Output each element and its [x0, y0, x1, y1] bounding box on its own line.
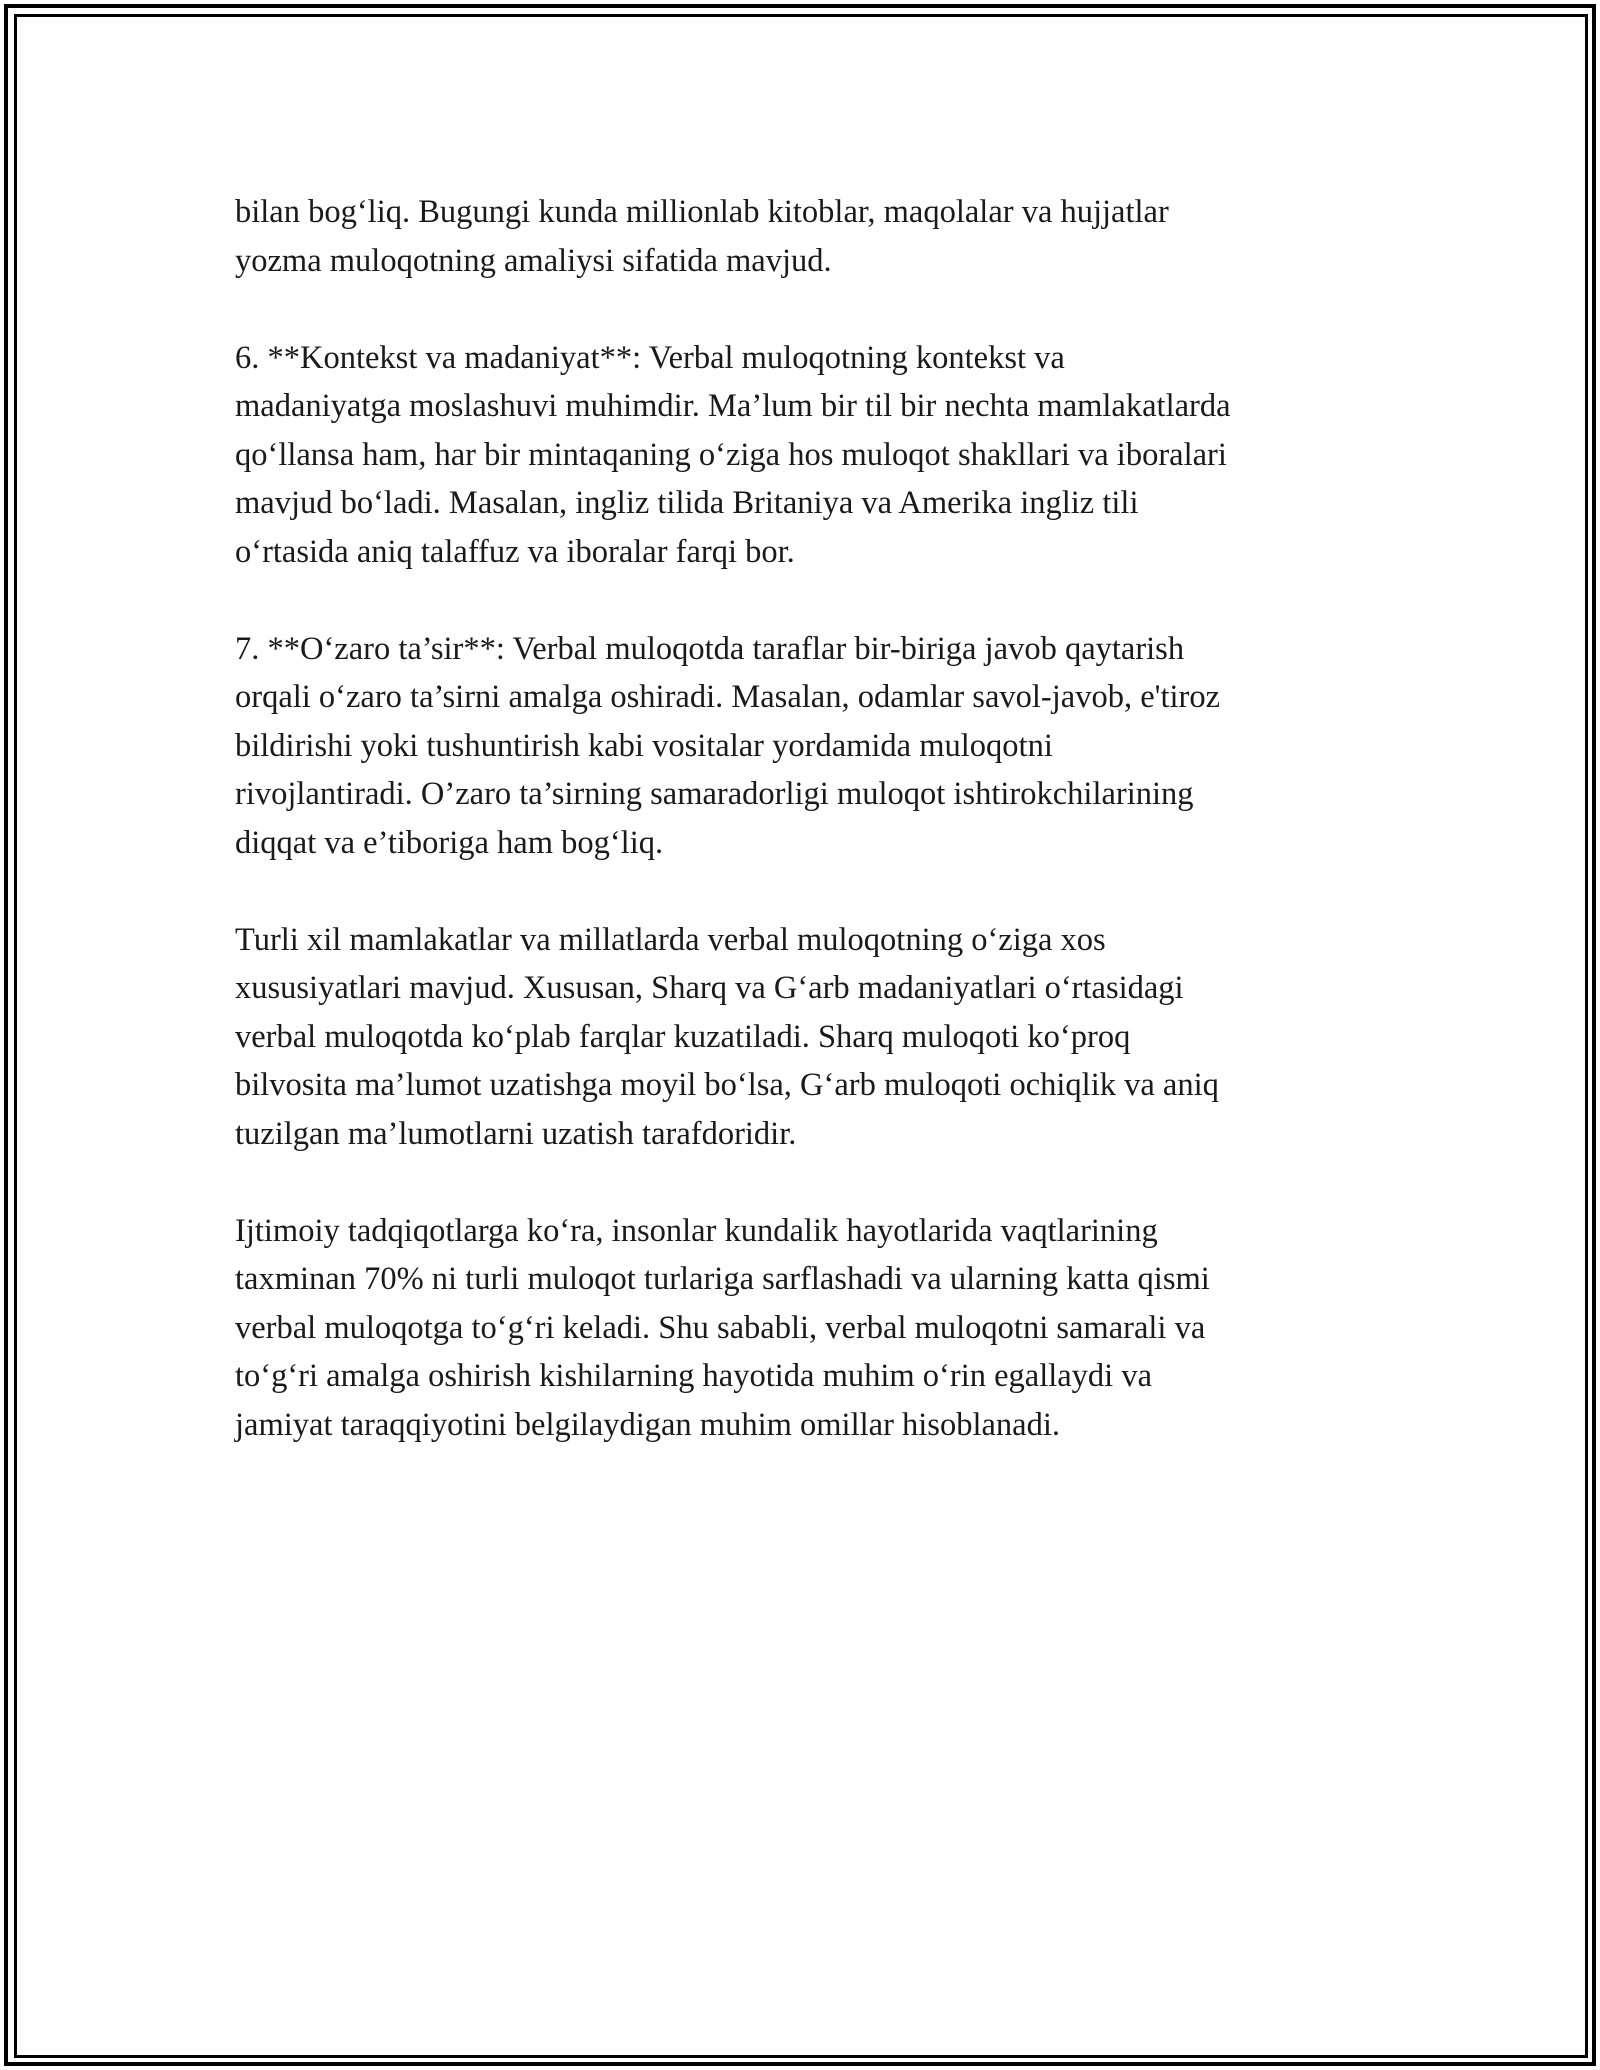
paragraph-item-7 [235, 625, 1405, 868]
text-line: xususiyatlari mavjud. Xususan, Sharq va G‘arb madaniyatlari o‘rtasidagi [235, 970, 1184, 1006]
paragraph-social-research [235, 1207, 1405, 1450]
text-line: taxminan 70% ni turli muloqot turlariga sarflashadi va ularning katta qismi [235, 1261, 1210, 1297]
text-line: verbal muloqotga to‘g‘ri keladi. Shu sababli, verbal muloqotni samarali va [235, 1309, 1206, 1346]
text-line: rivojlantiradi. O’zaro ta’sirning samaradorligi muloqot ishtirokchilarining [235, 776, 1194, 812]
text-line: orqali o‘zaro ta’sirni amalga oshiradi. Masalan, odamlar savol-javob, e'tiroz [235, 679, 1221, 715]
text-line: Ijtimoiy tadqiqotlarga ko‘ra, insonlar kundalik hayotlarida vaqtlarining [235, 1212, 1158, 1249]
paragraph-continuation [235, 188, 1405, 285]
text-line: verbal muloqotda ko‘plab farqlar kuzatiladi. Sharq muloqoti ko‘proq [235, 1018, 1131, 1055]
document-body [235, 188, 1405, 1498]
text-line: 6. **Kontekst va madaniyat**: Verbal muloqotning kontekst va [235, 339, 1065, 376]
text-line: o‘rtasida aniq talaffuz va iboralar farqi bor. [235, 533, 795, 570]
text-line: bilvosita ma’lumot uzatishga moyil bo‘lsa, G‘arb muloqoti ochiqlik va aniq [235, 1067, 1219, 1103]
text-line: madaniyatga moslashuvi muhimdir. Ma’lum bir til bir nechta mamlakatlarda [235, 388, 1231, 424]
text-line: qo‘llansa ham, har bir mintaqaning o‘ziga hos muloqot shakllari va iboralari [235, 436, 1227, 473]
text-line: tuzilgan ma’lumotlarni uzatish tarafdoridir. [235, 1115, 797, 1152]
text-line: diqqat va e’tiboriga ham bog‘liq. [235, 824, 664, 861]
paragraph-cultural-differences [235, 916, 1405, 1159]
text-line: bilan bog‘liq. Bugungi kunda millionlab kitoblar, maqolalar va hujjatlar [235, 194, 1169, 230]
text-line: to‘g‘ri amalga oshirish kishilarning hayotida muhim o‘rin egallaydi va [235, 1358, 1153, 1394]
text-line: 7. **O‘zaro ta’sir**: Verbal muloqotda taraflar bir-biriga javob qaytarish [235, 630, 1185, 667]
text-line: yozma muloqotning amaliysi sifatida mavjud. [235, 242, 832, 279]
text-line: mavjud bo‘ladi. Masalan, ingliz tilida Britaniya va Amerika ingliz tili [235, 485, 1139, 521]
text-line: bildirishi yoki tushuntirish kabi vositalar yordamida muloqotni [235, 727, 1053, 764]
paragraph-item-6 [235, 334, 1405, 577]
text-line: jamiyat taraqqiyotini belgilaydigan muhim omillar hisoblanadi. [235, 1406, 1060, 1443]
text-line: Turli xil mamlakatlar va millatlarda verbal muloqotning o‘ziga xos [235, 921, 1106, 958]
